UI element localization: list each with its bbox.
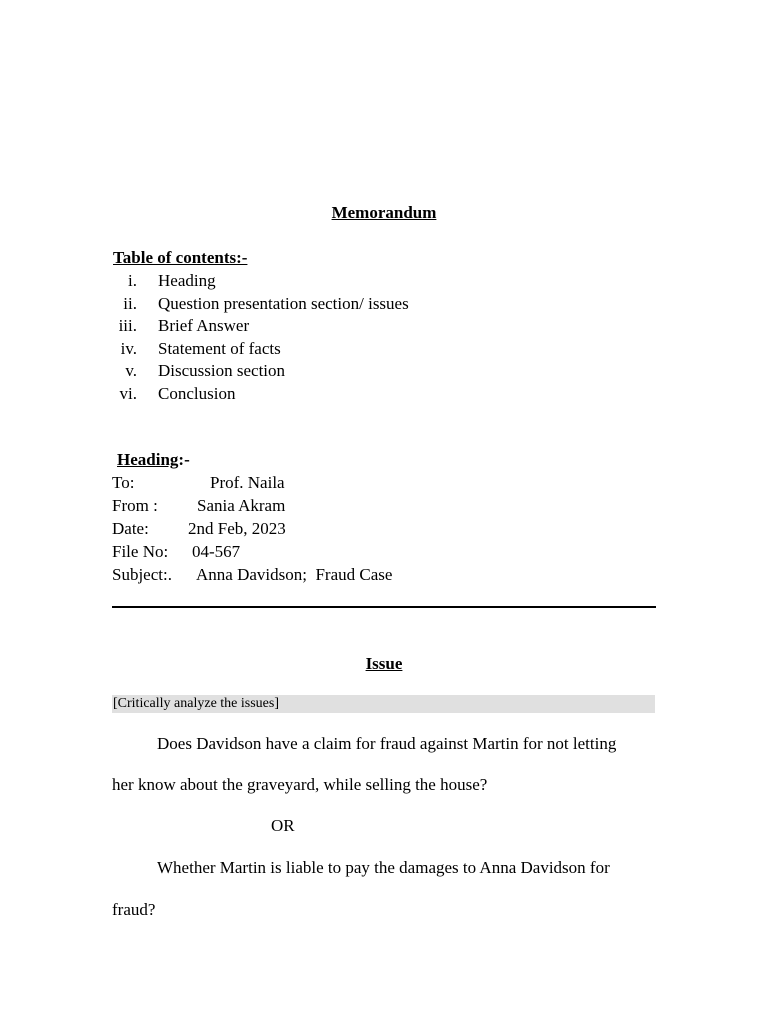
- file-number-row: [112, 540, 241, 563]
- date-value: 2nd Feb, 2023: [188, 519, 286, 538]
- date-row: [112, 517, 286, 540]
- toc-item: [113, 383, 236, 406]
- toc-item-label: Discussion section: [158, 361, 286, 380]
- toc-item-number: iv.: [120, 338, 137, 358]
- issue-question-2-line-1: Whether Martin is liable to pay the damages to Anna Davidson for: [157, 858, 610, 877]
- to-value: Prof. Naila: [210, 473, 285, 492]
- file-number-label: File No:: [112, 542, 169, 561]
- toc-item-label: Conclusion: [158, 383, 236, 403]
- from-label: From :: [112, 496, 158, 515]
- toc-item: [113, 338, 281, 361]
- issue-title: Issue: [365, 654, 403, 673]
- heading-section-label: Heading: [117, 450, 179, 469]
- subject-label: Subject:.: [112, 565, 172, 584]
- heading-section-suffix: :-: [178, 450, 190, 469]
- toc-list: [113, 270, 409, 405]
- horizontal-divider: [112, 606, 656, 608]
- subject-row: [112, 563, 393, 586]
- toc-item: [113, 360, 286, 383]
- toc-item-label: Heading: [158, 271, 216, 290]
- toc-item-label: Question presentation section/ issues: [158, 293, 409, 313]
- toc-heading-text: Table of contents:-: [113, 248, 248, 267]
- from-row: [112, 494, 286, 517]
- issue-question-1-line-1: Does Davidson have a claim for fraud against Martin for not letting: [157, 734, 617, 753]
- toc-item: [113, 293, 409, 316]
- file-number-value: 04-567: [192, 542, 241, 561]
- toc-item-label: Brief Answer: [158, 316, 250, 335]
- to-label: To:: [112, 473, 135, 492]
- issue-question-2-line-2: fraud?: [112, 900, 156, 919]
- to-row: [112, 471, 285, 494]
- date-label: Date:: [112, 519, 149, 538]
- memo-title: Memorandum: [331, 203, 437, 222]
- toc-item-label: Statement of facts: [158, 338, 281, 358]
- toc-item-number: iii.: [118, 316, 137, 335]
- toc-item-number: vi.: [119, 383, 137, 403]
- toc-item-number: i.: [128, 271, 137, 290]
- toc-item: [113, 270, 216, 293]
- or-separator: OR: [271, 816, 295, 835]
- toc-item-number: ii.: [123, 293, 137, 313]
- toc-item: [113, 315, 250, 338]
- toc-heading: [113, 248, 247, 268]
- heading-section-title: [117, 450, 190, 470]
- from-value: Sania Akram: [197, 496, 286, 515]
- issue-question-1-line-2: her know about the graveyard, while selling the house?: [112, 775, 488, 794]
- toc-item-number: v.: [125, 361, 137, 380]
- instruction-note: [Critically analyze the issues]: [112, 695, 655, 713]
- subject-value: Anna Davidson; Fraud Case: [196, 565, 393, 584]
